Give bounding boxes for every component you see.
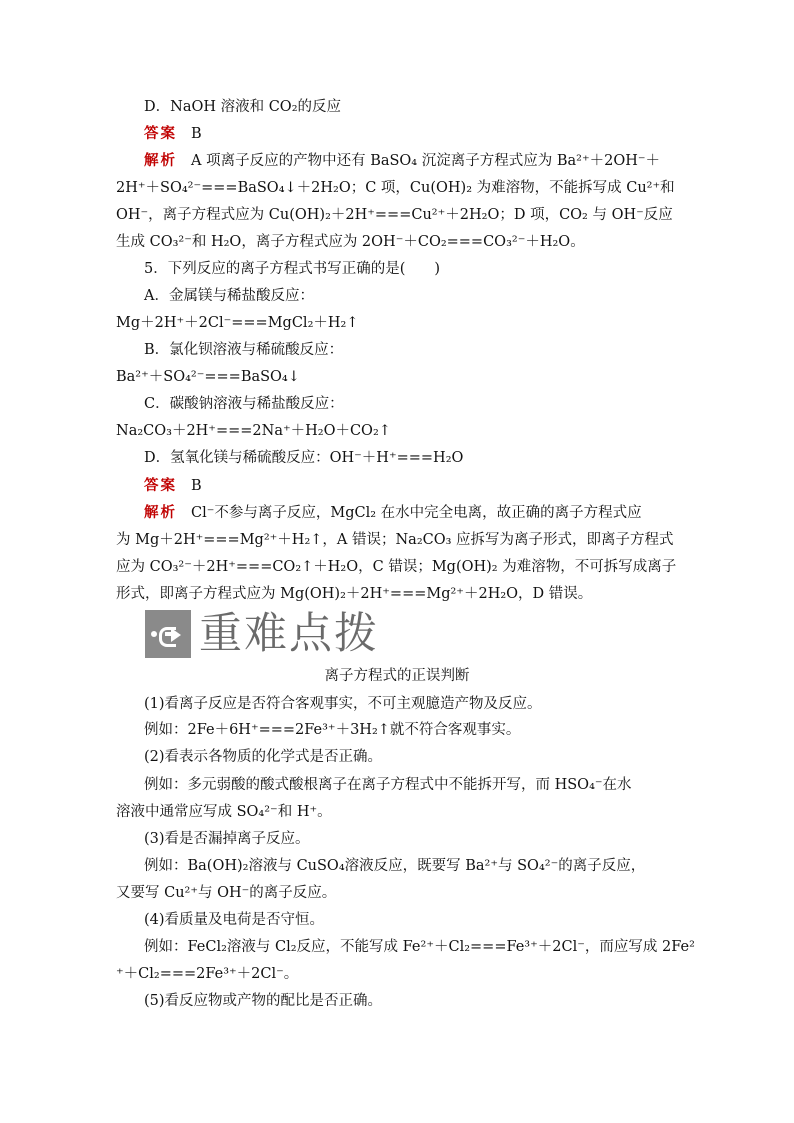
answer-line: 答案 B — [144, 477, 202, 494]
point-item: 又要写 Cu²⁺与 OH⁻的离子反应。 — [116, 885, 337, 901]
point-item: (4)看质量及电荷是否守恒。 — [144, 912, 325, 928]
answer-line: 答案 B — [144, 125, 202, 142]
answer-label: 答案 — [144, 125, 177, 142]
answer-label: 答案 — [144, 477, 177, 494]
point-item: 例如：Ba(OH)₂溶液与 CuSO₄溶液反应，既要写 Ba²⁺与 SO₄²⁻的离子反应， — [144, 858, 646, 874]
analysis-line: OH⁻，离子方程式应为 Cu(OH)₂＋2H⁺===Cu²⁺＋2H₂O；D 项，CO₂ 与 OH⁻反应 — [116, 207, 673, 223]
analysis-line: 生成 CO₃²⁻和 H₂O，离子方程式应为 2OH⁻＋CO₂===CO₃²⁻＋H₂O。 — [116, 234, 585, 250]
point-item: 溶液中通常应写成 SO₄²⁻和 H⁺。 — [116, 804, 332, 820]
option-c: C．碳酸钠溶液与稀盐酸反应： — [144, 396, 344, 412]
analysis-line: 为 Mg＋2H⁺===Mg²⁺＋H₂↑，A 错误；Na₂CO₃ 应拆写为离子形式，即离子方程式 — [116, 532, 674, 548]
point-item: (2)看表示各物质的化学式是否正确。 — [144, 749, 383, 765]
point-item: 例如：多元弱酸的酸式酸根离子在离子方程式中不能拆开写，而 HSO₄⁻在水 — [144, 777, 632, 793]
section-title: 离子方程式的正误判断 — [324, 668, 470, 684]
point-item: (3)看是否漏掉离子反应。 — [144, 831, 310, 847]
option-c-equation: Na₂CO₃＋2H⁺===2Na⁺＋H₂O＋CO₂↑ — [116, 423, 391, 439]
analysis-line: 解析 Cl⁻不参与离子反应，MgCl₂ 在水中完全电离，故正确的离子方程式应 — [144, 504, 642, 521]
point-item: ⁺＋Cl₂===2Fe³⁺＋2Cl⁻。 — [116, 966, 299, 982]
arrow-right-icon — [145, 610, 191, 658]
analysis-line: 应为 CO₃²⁻＋2H⁺===CO₂↑＋H₂O，C 错误；Mg(OH)₂ 为难溶物，不可拆写成离子 — [116, 559, 677, 575]
option-a: A．金属镁与稀盐酸反应： — [144, 288, 314, 304]
analysis-label: 解析 — [144, 152, 177, 169]
point-item: (5)看反应物或产物的配比是否正确。 — [144, 993, 383, 1009]
option-b-equation: Ba²⁺＋SO₄²⁻===BaSO₄↓ — [116, 369, 300, 385]
option-b: B．氯化钡溶液与稀硫酸反应： — [144, 342, 344, 358]
analysis-label: 解析 — [144, 504, 177, 521]
analysis-line: 形式，即离子方程式应为 Mg(OH)₂＋2H⁺===Mg²⁺＋2H₂O，D 错误。 — [116, 586, 593, 602]
analysis-line: 2H⁺＋SO₄²⁻===BaSO₄↓＋2H₂O；C 项，Cu(OH)₂ 为难溶物，不能拆写成 Cu²⁺和 — [116, 180, 675, 196]
option-a-equation: Mg＋2H⁺＋2Cl⁻===MgCl₂＋H₂↑ — [116, 315, 359, 331]
analysis-line: 解析 A 项离子反应的产物中还有 BaSO₄ 沉淀离子方程式应为 Ba²⁺＋2OH⁻＋ — [144, 152, 661, 169]
point-item: 例如：2Fe＋6H⁺===2Fe³⁺＋3H₂↑就不符合客观事实。 — [144, 722, 521, 738]
section-banner — [145, 608, 395, 660]
point-item: (1)看离子反应是否符合客观事实，不可主观臆造产物及反应。 — [144, 696, 542, 712]
option-d: D．氢氧化镁与稀硫酸反应：OH⁻＋H⁺===H₂O — [144, 450, 464, 466]
option-d-line: D．NaOH 溶液和 CO₂的反应 — [144, 99, 342, 115]
question-5: 5．下列反应的离子方程式书写正确的是( ) — [144, 261, 441, 277]
banner-title: 重难点拨 — [199, 609, 379, 659]
point-item: 例如：FeCl₂溶液与 Cl₂反应，不能写成 Fe²⁺＋Cl₂===Fe³⁺＋2Cl⁻，而应写成 2Fe² — [144, 939, 695, 955]
